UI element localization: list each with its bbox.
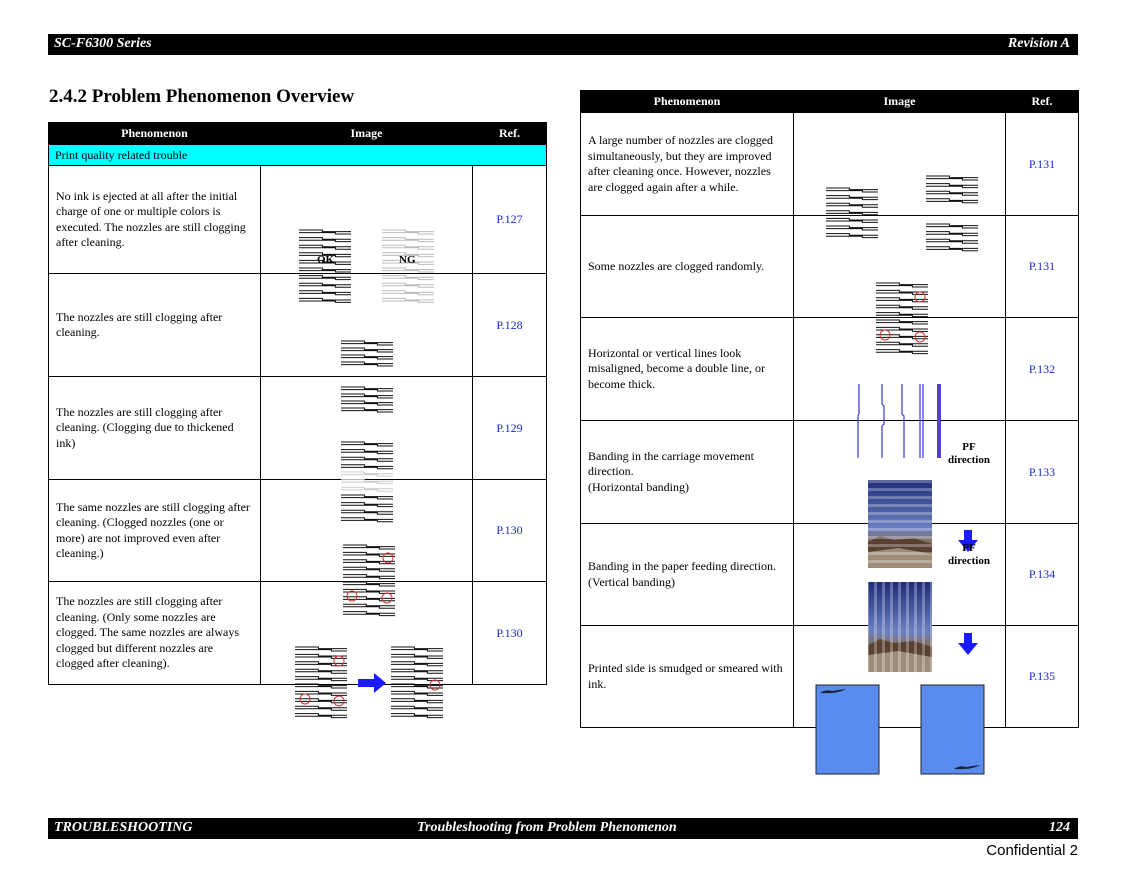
table-row [581, 626, 1079, 728]
image-cell [794, 421, 1006, 524]
col-header-phenomenon: Phenomenon [49, 123, 261, 145]
ref-link[interactable]: P.133 [1006, 421, 1079, 524]
phenomenon-text: No ink is ejected at all after the initial charge of one or multiple colors is executed. The nozzles are still clogging after cleaning. [49, 166, 261, 274]
col-header-ref: Ref. [1006, 91, 1079, 113]
image-cell [261, 166, 473, 274]
clog-marker [334, 696, 344, 706]
ref-link[interactable]: P.132 [1006, 318, 1079, 421]
ref-link[interactable]: P.127 [473, 166, 547, 274]
table-row [49, 377, 547, 480]
phenomenon-text: Banding in the paper feeding direction. (Vertical banding) [581, 524, 794, 626]
phenomenon-text: The nozzles are still clogging after cleaning. (Clogging due to thickened ink) [49, 377, 261, 480]
header-revision: Revision A [1007, 36, 1070, 51]
image-cell [794, 318, 1006, 421]
page-number: 124 [1049, 820, 1070, 835]
category-row: Print quality related trouble [49, 145, 547, 166]
col-header-ref: Ref. [473, 123, 547, 145]
nozzle-pattern-before-after-image [261, 633, 473, 736]
table-row [581, 113, 1079, 216]
ref-link[interactable]: P.129 [473, 377, 547, 480]
table-row [581, 524, 1079, 626]
table-row [49, 166, 547, 274]
image-cell [261, 377, 473, 480]
phenomenon-text: Banding in the carriage movement direction. (Horizontal banding) [581, 421, 794, 524]
image-cell [794, 216, 1006, 318]
image-cell [261, 274, 473, 377]
smeared-paper-image [794, 677, 1006, 779]
table-row [49, 480, 547, 582]
pf-direction-label: PF direction [948, 441, 990, 466]
phenomenon-text: Printed side is smudged or smeared with ink. [581, 626, 794, 728]
ref-link[interactable]: P.130 [473, 480, 547, 582]
image-cell [794, 626, 1006, 728]
left-phenomenon-table [48, 122, 547, 685]
ref-link[interactable]: P.131 [1006, 216, 1079, 318]
table-row [581, 421, 1079, 524]
col-header-image: Image [261, 123, 473, 145]
phenomenon-text: A large number of nozzles are clogged simultaneously, but they are improved after cleaning once. However, nozzles are clogged again after a while. [581, 113, 794, 216]
ng-label: NG [399, 254, 416, 266]
image-cell [794, 113, 1006, 216]
nozzle-pattern [926, 176, 978, 203]
nozzle-pattern [341, 442, 393, 469]
ref-link[interactable]: P.130 [473, 582, 547, 685]
right-phenomenon-table [580, 90, 1079, 728]
table-row [49, 274, 547, 377]
image-cell [794, 524, 1006, 626]
col-header-image: Image [794, 91, 1006, 113]
ref-link[interactable]: P.134 [1006, 524, 1079, 626]
phenomenon-text: Horizontal or vertical lines look misaligned, become a double line, or become thick. [581, 318, 794, 421]
image-cell [261, 480, 473, 582]
pf-direction-label: PF direction [948, 542, 990, 567]
ref-link[interactable]: P.128 [473, 274, 547, 377]
nozzle-pattern [295, 647, 347, 718]
table-row [581, 216, 1079, 318]
table-row [581, 318, 1079, 421]
ok-label: OK [317, 254, 335, 266]
section-title: 2.4.2 Problem Phenomenon Overview [49, 86, 355, 107]
header-series: SC-F6300 Series [54, 36, 152, 51]
clog-marker [334, 656, 344, 666]
page-footer-bar [48, 818, 1078, 839]
right-arrow-icon [358, 673, 386, 693]
clog-marker [915, 292, 925, 302]
nozzle-pattern [391, 647, 443, 718]
phenomenon-text: The nozzles are still clogging after cleaning. (Only some nozzles are clogged. The same nozzles are always clogged but different nozzles are clogged after cleaning). [49, 582, 261, 685]
footer-section: TROUBLESHOOTING [54, 820, 193, 835]
phenomenon-text: The same nozzles are still clogging after cleaning. (Clogged nozzles (one or more) are not improved even after cleaning.) [49, 480, 261, 582]
phenomenon-text: The nozzles are still clogging after cleaning. [49, 274, 261, 377]
col-header-phenomenon: Phenomenon [581, 91, 794, 113]
page-header-bar [48, 34, 1078, 55]
ref-link[interactable]: P.131 [1006, 113, 1079, 216]
confidential-label: Confidential 2 [986, 842, 1078, 859]
phenomenon-text: Some nozzles are clogged randomly. [581, 216, 794, 318]
nozzle-pattern [341, 341, 393, 366]
ref-link[interactable]: P.135 [1006, 626, 1079, 728]
footer-chapter: Troubleshooting from Problem Phenomenon [417, 820, 677, 835]
image-cell [261, 582, 473, 685]
table-row [49, 582, 547, 685]
